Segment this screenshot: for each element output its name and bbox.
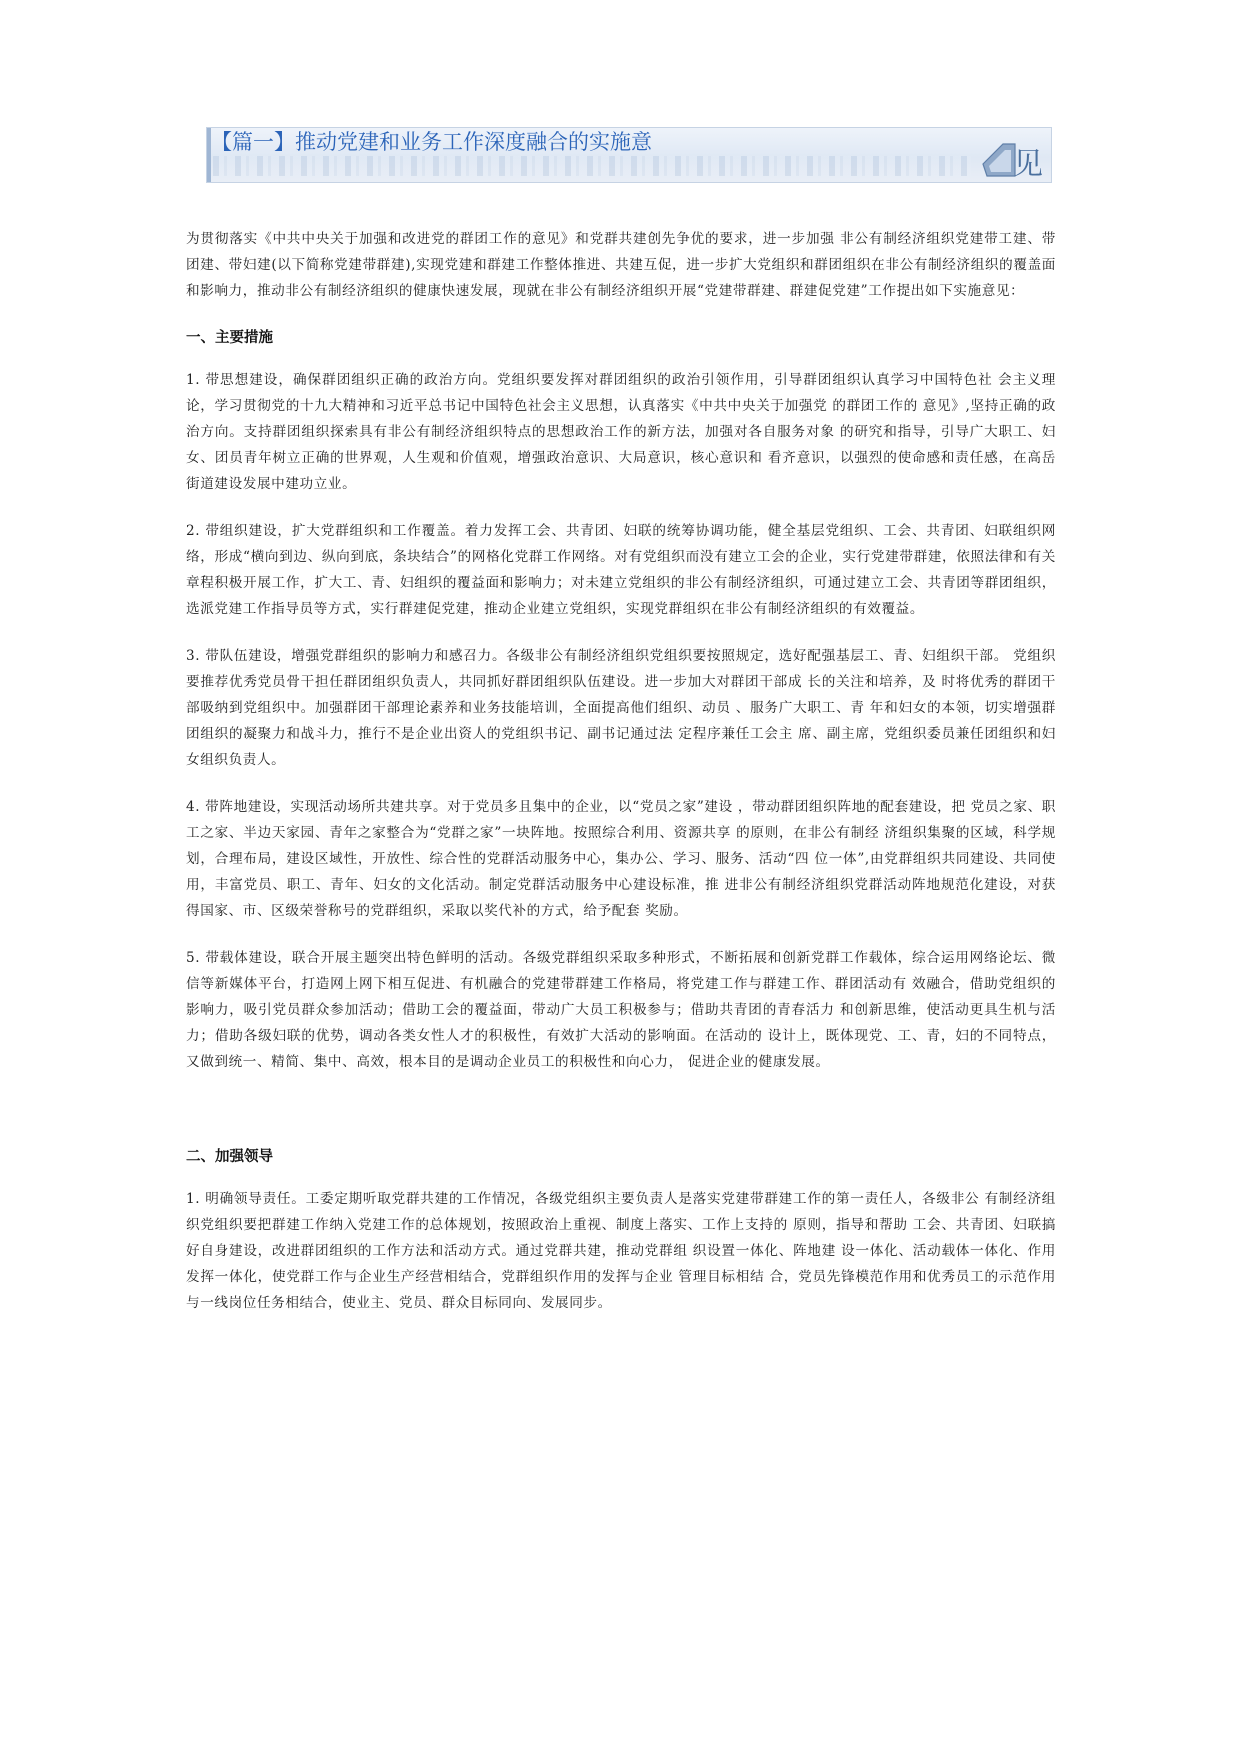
page-title: 【篇一】推动党建和业务工作深度融合的实施意 bbox=[211, 130, 652, 154]
section-heading: 二、加强领导 bbox=[186, 1149, 273, 1165]
banner-glyph: 见 bbox=[1013, 147, 1043, 182]
section-2-paragraph-1: 1. 明确领导责任。工委定期听取党群共建的工作情况，各级党组织主要负责人是落实党建带群建工作的第一责任人，各级非公 有制经济组织党组织要把群建工作纳入党建工作的总体规划，按照政治上重视、制度上落实、工作上支持的 原则，指导和帮助 工会、共青团、妇联搞好自身建设，改进群团组织的工作方法和活动方式。通过党群共建，推动党群组 织设置一体化、阵地建 设一体化、活动载体一体化、作用发挥一体化，使党群工作与企业生产经营相结合，党群组织作用的发挥与企业 管理目标相结 合，党员先锋模范作用和优秀员工的示范作用与一线岗位任务相结合，使业主、党员、群众目标同向、发展同步。 bbox=[186, 1191, 1056, 1311]
book-icon bbox=[979, 136, 1043, 182]
section-1-paragraph-2: 2. 带组织建设，扩大党群组织和工作覆盖。着力发挥工会、共青团、妇联的统筹协调功能，健全基层党组织、工会、共青团、妇联组织网络，形成“横向到边、纵向到底，条块结合”的网格化党群工作网络。对有党组织而没有建立工会的企业，实行党建带群建，依照法律和有关章程积极开展工作，扩大工、青、妇组织的覆益面和影响力；对未建立党组织的非公有制经济组织，可通过建立工会、共青团等群团组织，选派党建工作指导员等方式，实行群建促党建，推动企业建立党组织，实现党群组织在非公有制经济组织的有效覆益。 bbox=[186, 523, 1056, 617]
section-spacer bbox=[186, 1096, 1056, 1144]
section-1-paragraph-3: 3. 带队伍建设，增强党群组织的影响力和感召力。各级非公有制经济组织党组织要按照规定，选好配强基层工、青、妇组织干部。 党组织要推荐优秀党员骨干担任群团组织负责人，共同抓好群团组织队伍建设。进一步加大对群团干部成 长的关注和培养，及 时将优秀的群团干部吸纳到党组织中。加强群团干部理论素养和业务技能培训，全面提高他们组织、动员 、服务广大职工、青 年和妇女的本领，切实增强群团组织的凝聚力和战斗力，推行不是企业出资人的党组织书记、副书记通过法 定程序兼任工会主 席、副主席，党组织委员兼任团组织和妇女组织负责人。 bbox=[186, 648, 1056, 768]
banner-texture bbox=[213, 156, 971, 176]
section-heading: 一、主要措施 bbox=[186, 330, 273, 346]
section-1-paragraph-5: 5. 带载体建设，联合开展主题突出特色鲜明的活动。各级党群组织采取多种形式，不断拓展和创新党群工作载体，综合运用网络论坛、微信等新媒体平台，打造网上网下相互促进、有机融合的党建带群建工作格局，将党建工作与群建工作、群团活动有 效融合，借助党组织的影响力，吸引党员群众参加活动；借助工会的覆益面，带动广大员工积极参与；借助共青团的青春活力 和创新思维，使活动更具生机与活力；借助各级妇联的优势，调动各类女性人才的积极性，有效扩大活动的影响面。在活动的 设计上，既体现党、工、青，妇的不同特点，又做到统一、精简、集中、高效，根本目的是调动企业员工的积极性和向心力， 促进企业的健康发展。 bbox=[186, 950, 1056, 1070]
title-banner bbox=[206, 127, 1052, 183]
document-body bbox=[186, 226, 1056, 1337]
section-1-paragraph-4: 4. 带阵地建设，实现活动场所共建共享。对于党员多且集中的企业，以“党员之家”建设 ，带动群团组织阵地的配套建设，把 党员之家、职工之家、半边天家园、青年之家整合为“党群之家”一块阵地。按照综合利用、资源共享 的原则，在非公有制经 济组织集聚的区域，科学规划，合理布局，建设区域性，开放性、综合性的党群活动服务中心，集办公、学习、服务、活动“四 位一体”,由党群组织共同建设、共同使用，丰富党员、职工、青年、妇女的文化活动。制定党群活动服务中心建设标准，推 进非公有制经济组织党群活动阵地规范化建设，对获得国家、市、区级荣誉称号的党群组织，采取以奖代补的方式，给予配套 奖励。 bbox=[186, 799, 1056, 919]
section-1-paragraph-1: 1. 带思想建设，确保群团组织正确的政治方向。党组织要发挥对群团组织的政治引领作用，引导群团组织认真学习中国特色社 会主义理论，学习贯彻党的十九大精神和习近平总书记中国特色社会主义思想，认真落实《中共中央关于加强党 的群团工作的 意见》,坚持正确的政治方向。支持群团组织探索具有非公有制经济组织特点的思想政治工作的新方法，加强对各自服务对象 的研究和指导，引导广大职工、妇女、团员青年树立正确的世界观，人生观和价值观，增强政治意识、大局意识，核心意识和 看齐意识，以强烈的使命感和责任感，在高岳街道建设发展中建功立业。 bbox=[186, 372, 1056, 492]
intro-paragraph: 为贯彻落实《中共中央关于加强和改进党的群团工作的意见》和党群共建创先争优的要求，进一步加强 非公有制经济组织党建带工建、带团建、带妇建(以下简称党建带群建),实现党建和群建工作整体推进、共建互促，进一步扩大党组织和群团组织在非公有制经济组织的覆盖面和影响力，推动非公有制经济组织的健康快速发展，现就在非公有制经济组织开展“党建带群建、群建促党建”工作提出如下实施意见： bbox=[186, 231, 1056, 299]
